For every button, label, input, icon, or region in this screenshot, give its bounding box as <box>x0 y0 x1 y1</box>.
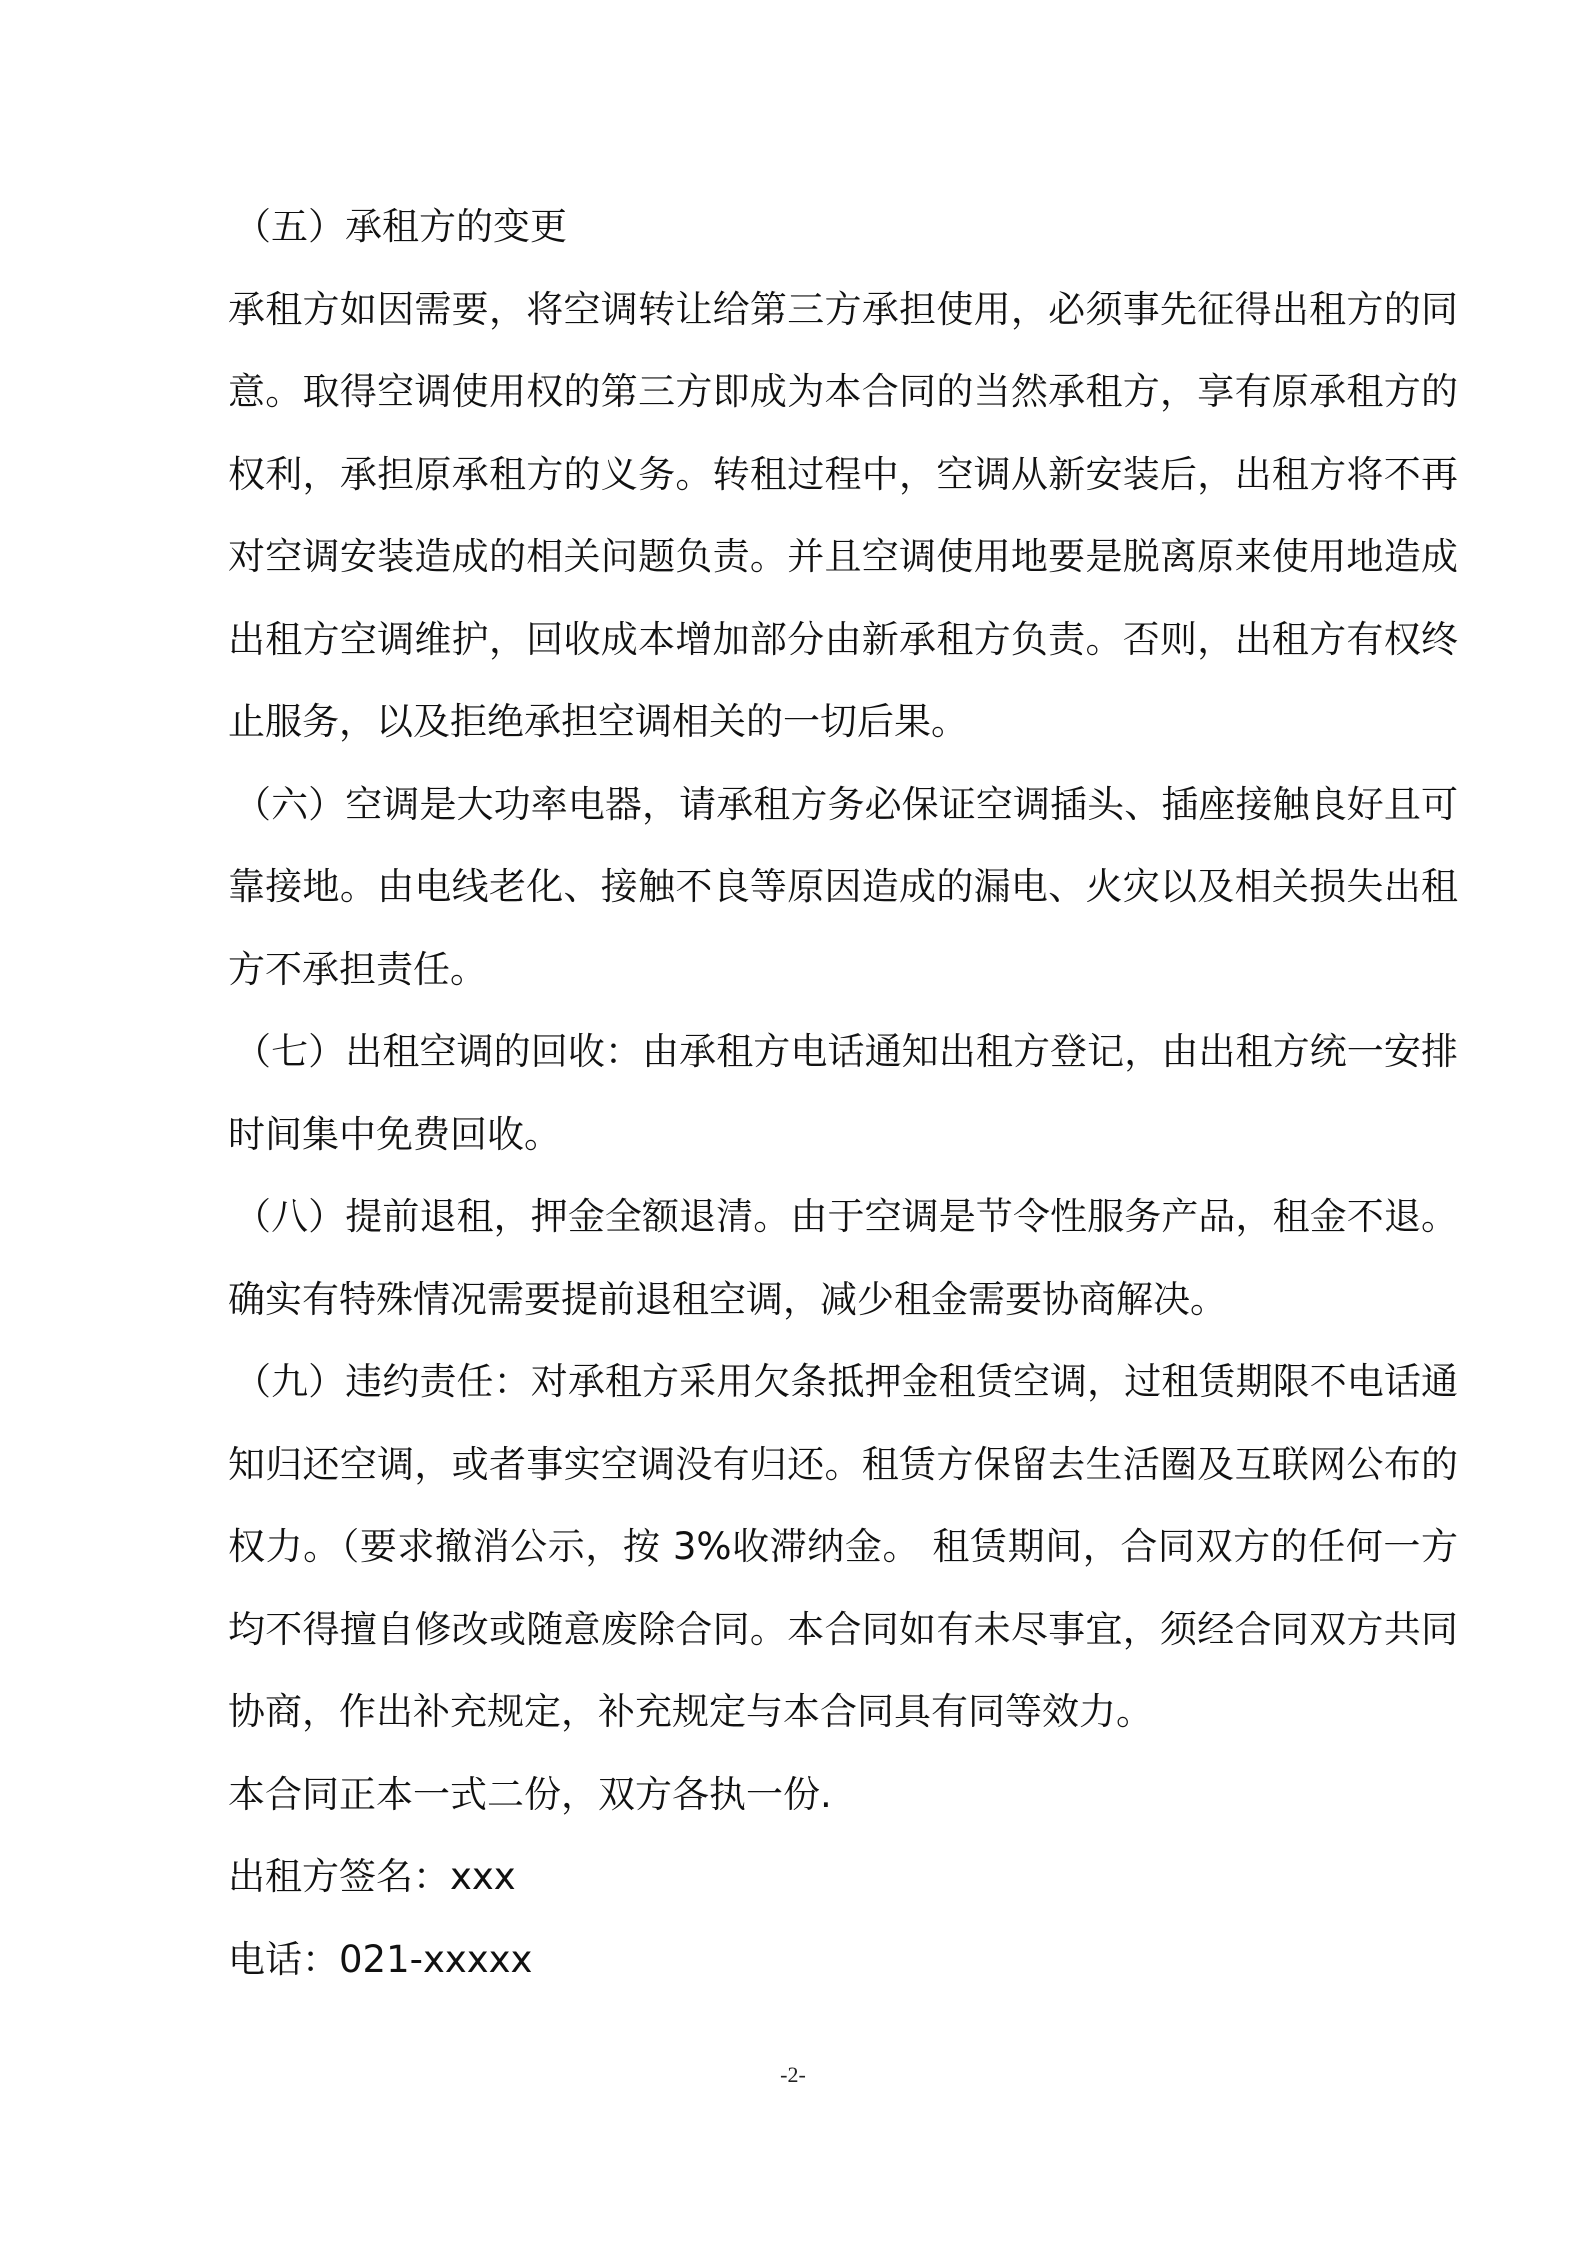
phone-line: 电话：021-xxxxx <box>228 1937 533 1981</box>
lessor-signature-line: 出租方签名：xxx <box>228 1855 516 1898</box>
section-6-paragraph: （六）空调是大功率电器，请承租方务必保证空调插头、插座接触良好且可靠接地。由电线老化、接触不良等原因造成的漏电、火灾以及相关损失出租方不承担责任。 <box>228 782 1458 991</box>
copies-clause: 本合同正本一式二份，双方各执一份. <box>228 1772 832 1816</box>
section-5-body: 承租方如因需要，将空调转让给第三方承担使用，必须事先征得出租方的同意。取得空调使用权的第三方即成为本合同的当然承租方，享有原承租方的权利，承担原承租方的义务。转租过程中，空调从新安装后，出租方将不再对空调安装造成的相关问题负责。并且空调使用地要是脱离原来使用地造成出租方空调维护，回收成本增加部分由新承租方负责。否则，出租方有权终止服务，以及拒绝承担空调相关的一切后果。 <box>228 287 1458 743</box>
section-7-paragraph: （七）出租空调的回收：由承租方电话通知出租方登记，由出租方统一安排时间集中免费回收。 <box>228 1030 1458 1156</box>
page-number: -2- <box>780 2062 806 2087</box>
section-8-paragraph: （八）提前退租，押金全额退清。由于空调是节令性服务产品，租金不退。确实有特殊情况需要提前退租空调，减少租金需要协商解决。 <box>228 1195 1458 1321</box>
contract-body <box>228 186 1458 2001</box>
section-5-heading: （五）承租方的变更 <box>234 205 567 248</box>
section-9-paragraph: （九）违约责任：对承租方采用欠条抵押金租赁空调，过租赁期限不电话通知归还空调，或者事实空调没有归还。租赁方保留去生活圈及互联网公布的权力。（要求撤消公示，按 3%收滞纳金。 租赁期间，合同双方的任何一方均不得擅自修改或随意废除合同。本合同如有未尽事宜，须经合同双方共同协商，作出补充规定，补充规定与本合同具有同等效力。 <box>228 1360 1458 1733</box>
